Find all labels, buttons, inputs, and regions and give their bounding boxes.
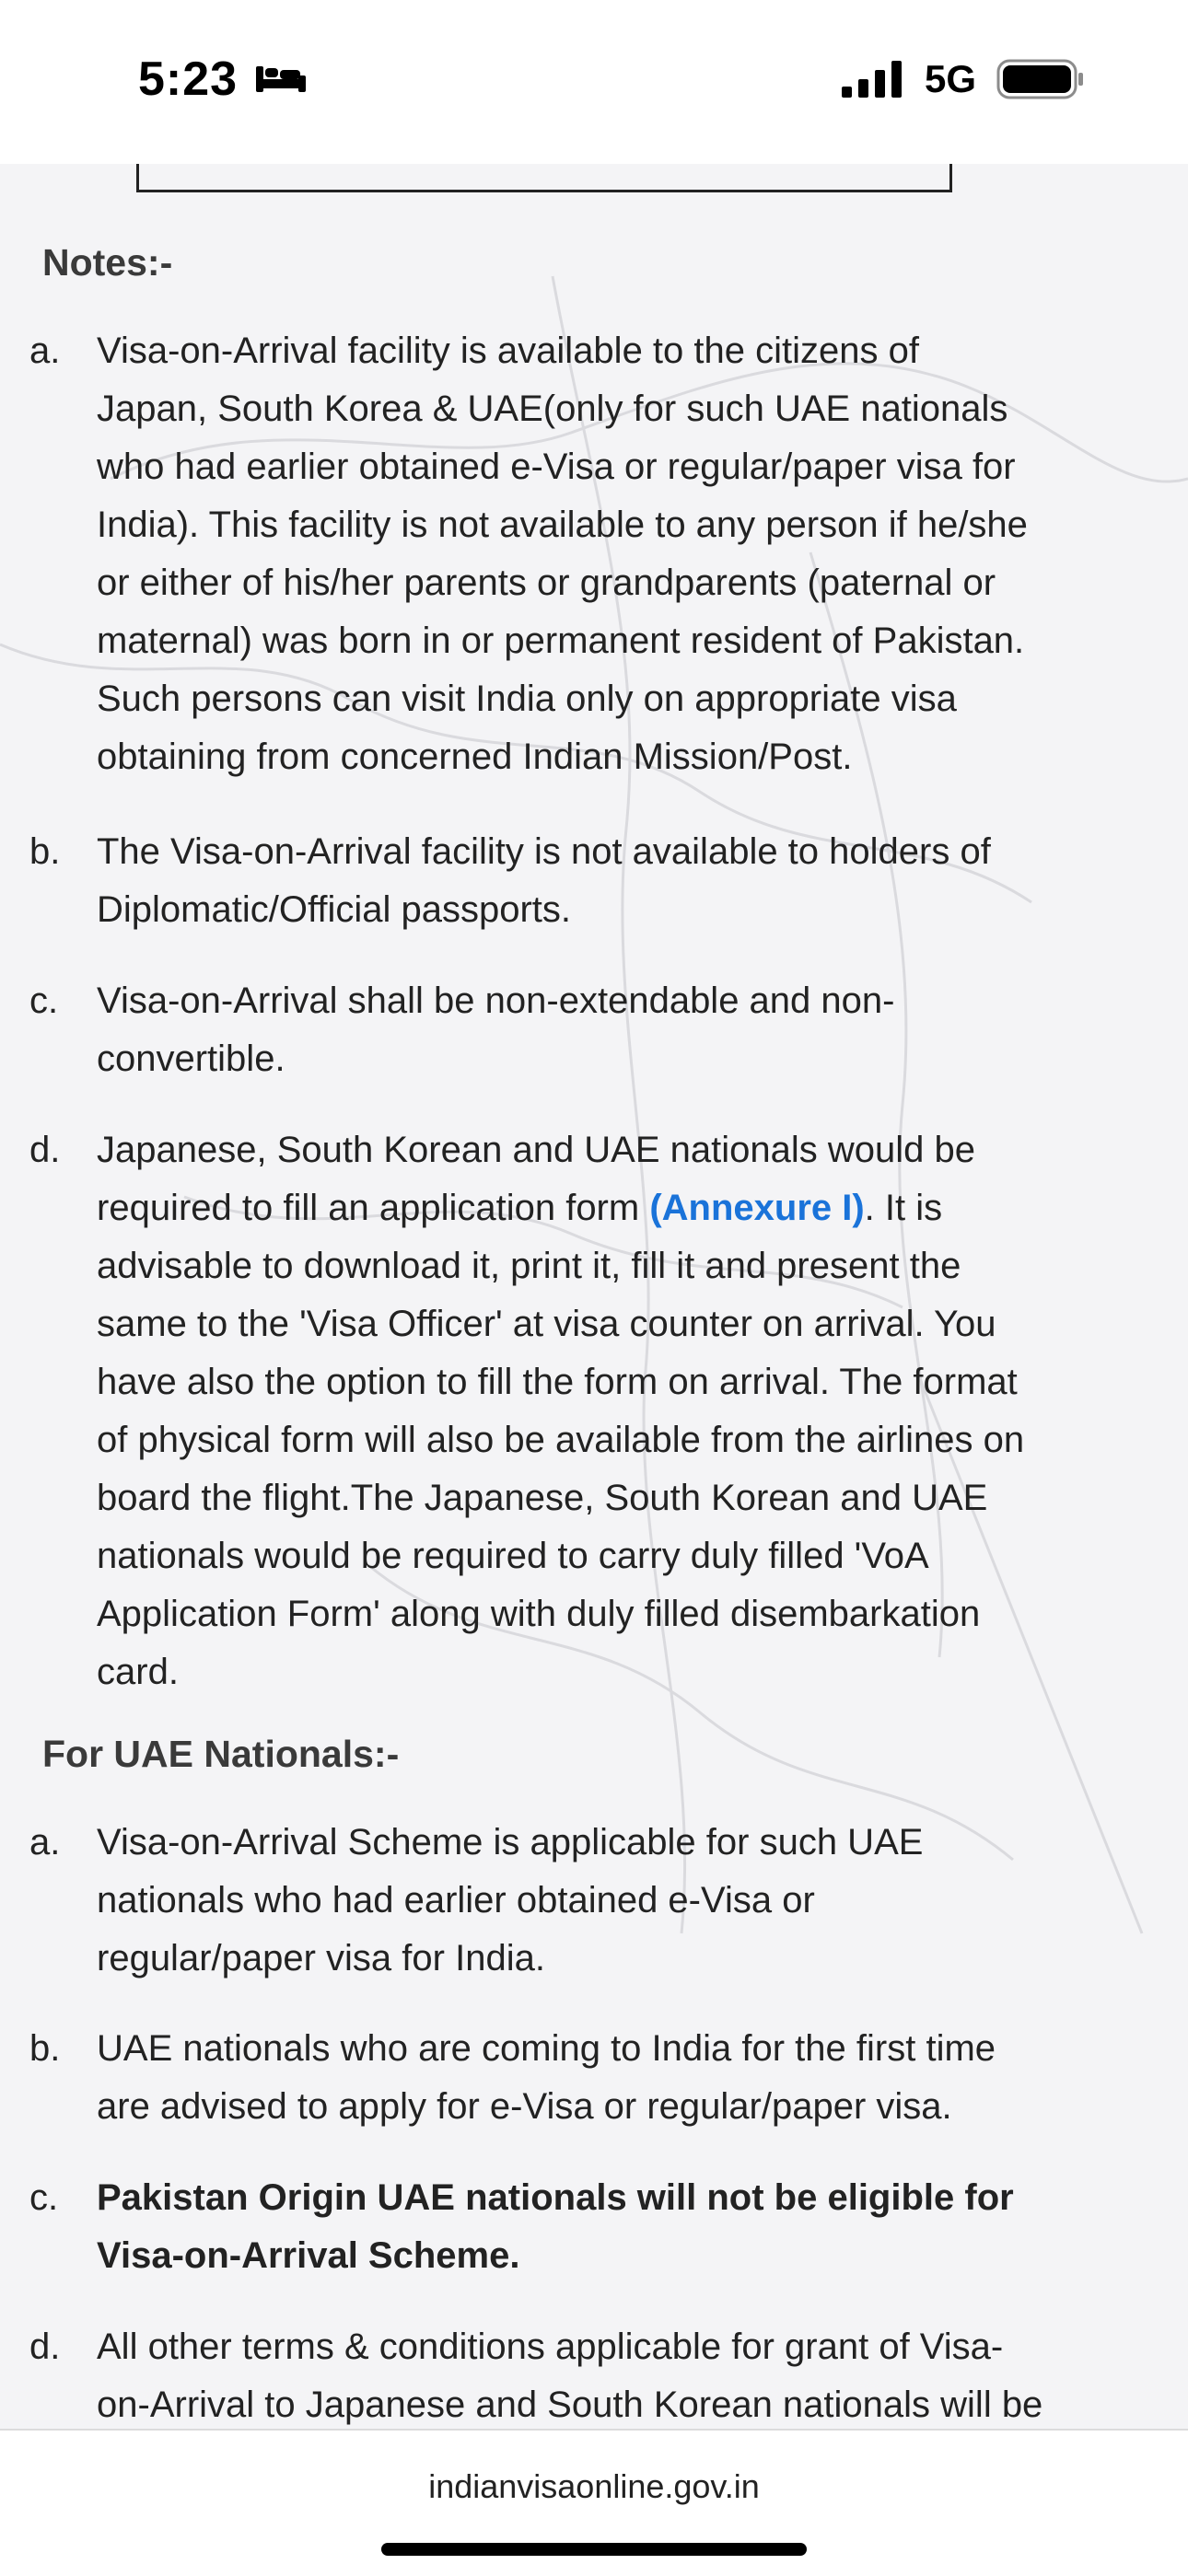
note-text: The Visa-on-Arrival facility is not available to holders of Diplomatic/Official passports. xyxy=(97,831,991,930)
status-time: 5:23 xyxy=(138,52,239,106)
home-indicator[interactable] xyxy=(381,2543,807,2556)
browser-bottom-bar xyxy=(0,2429,1188,2576)
note-letter: b. xyxy=(29,831,61,872)
note-text-before: Japanese, South Korean and UAE nationals would be required to fill an application form xyxy=(97,1130,976,1228)
note-letter: a. xyxy=(29,331,61,371)
signal-icon xyxy=(842,61,904,98)
note-text: UAE nationals who are coming to India for the first time are advised to apply for e-Visa or regular/paper visa. xyxy=(97,2028,996,2127)
network-type: 5G xyxy=(925,57,977,100)
sleep-icon xyxy=(254,63,308,94)
note-text: Visa-on-Arrival facility is available to the citizens of Japan, South Korea & UAE(only for such UAE nationals who had earlier obtained e-Visa or regular/paper visa for India). This facility is not available to any person if he/she or either of his/her parents or grandparents (paternal or maternal) was born in or permanent resident of Pakistan. Such persons can visit India only on appropriate visa obtaining from concerned Indian Mission/Post. xyxy=(97,331,1028,777)
note-letter: d. xyxy=(29,1130,61,1170)
note-text: Visa-on-Arrival shall be non-extendable and non- convertible. xyxy=(97,981,895,1079)
partial-table-box xyxy=(136,164,952,192)
note-letter: c. xyxy=(29,981,59,1021)
address-bar-url[interactable]: indianvisaonline.gov.in xyxy=(428,2467,760,2505)
note-text-bold: Pakistan Origin UAE nationals will not be eligible for Visa-on-Arrival Scheme. xyxy=(97,2177,1014,2276)
note-letter: b. xyxy=(29,2028,61,2069)
notes-title: Notes:- xyxy=(42,241,173,284)
note-letter: d. xyxy=(29,2327,61,2367)
note-text: All other terms & conditions applicable for grant of Visa- on-Arrival to Japanese and South Korean nationals will be xyxy=(97,2327,1043,2425)
note-letter: c. xyxy=(29,2177,59,2218)
note-text: Visa-on-Arrival Scheme is applicable for such UAE nationals who had earlier obtained e-Visa or regular/paper visa for India. xyxy=(97,1822,924,1978)
note-letter: a. xyxy=(29,1822,61,1862)
status-bar xyxy=(0,0,1188,164)
note-text xyxy=(97,1121,1156,1701)
note-text-after: . It is advisable to download it, print it, fill it and present the same to the 'Visa Officer' at visa counter on arrival. You have also the option to fill the form on arrival. The format of physical form will also be available from the airlines on board the flight.The Japanese, South Korean and UAE nationals would be required to carry duly filled 'VoA Application Form' along with duly filled disembarkation card. xyxy=(97,1188,1025,1692)
page-content xyxy=(0,164,1188,2429)
uae-nationals-title: For UAE Nationals:- xyxy=(42,1733,400,1775)
battery-icon xyxy=(996,59,1085,99)
annexure-link[interactable]: (Annexure I) xyxy=(649,1188,865,1228)
